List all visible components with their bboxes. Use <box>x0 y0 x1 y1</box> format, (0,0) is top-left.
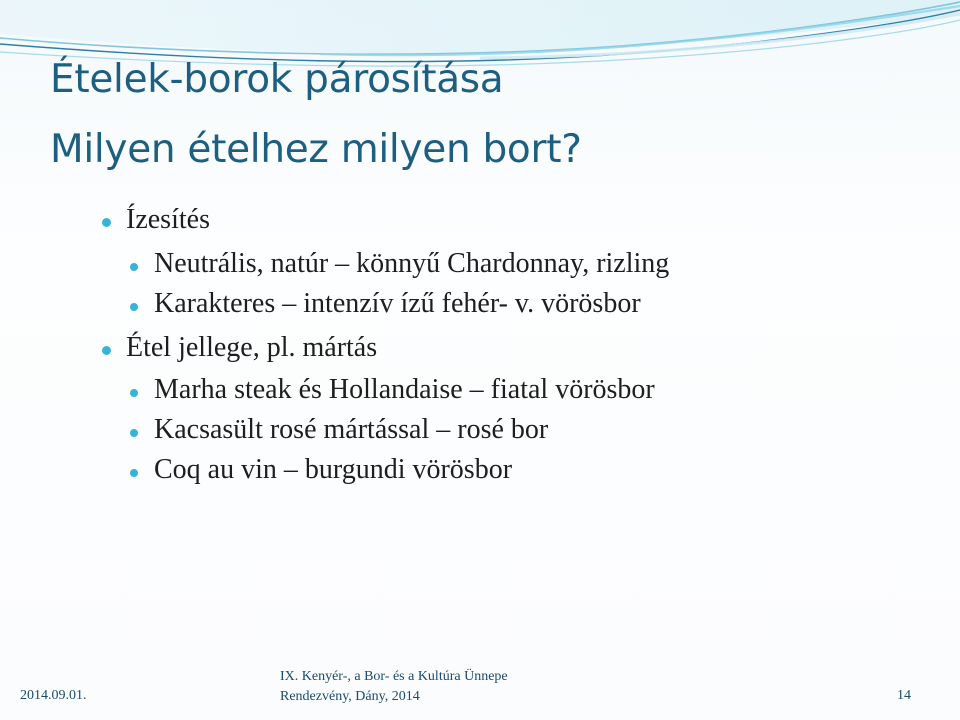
bullet-item-karakteres <box>154 288 641 320</box>
bullet-dot-icon <box>102 218 111 227</box>
bullet-text: Ízesítés <box>126 204 210 235</box>
bullet-dot-icon <box>130 303 138 311</box>
bullet-text: Kacsasült rosé mártással – rosé bor <box>154 414 549 445</box>
footer-event-line1: IX. Kenyér-, a Bor- és a Kultúra Ünnepe <box>280 669 508 684</box>
slide-title-line1: Ételek-borok párosítása <box>50 57 504 102</box>
bullet-item-etel-jellege <box>126 332 377 364</box>
bullet-dot-icon <box>130 429 138 437</box>
bullet-item-coq-au-vin <box>154 454 512 486</box>
slide-title <box>50 58 582 172</box>
bullet-dot-icon <box>130 263 138 271</box>
bullet-text: Coq au vin – burgundi vörösbor <box>154 454 513 485</box>
bullet-dot-icon <box>130 389 138 397</box>
bullet-item-kacsasult <box>154 414 548 446</box>
bullet-text: Étel jellege, pl. mártás <box>126 332 378 363</box>
footer-event <box>280 667 508 707</box>
footer-date: 2014.09.01. <box>20 688 87 703</box>
slide-title-line2: Milyen ételhez milyen bort? <box>50 127 582 172</box>
bullet-item-neutralis <box>154 248 669 280</box>
bullet-text: Neutrális, natúr – könnyű Chardonnay, rizling <box>154 248 670 279</box>
footer-event-line2: Rendezvény, Dány, 2014 <box>280 689 420 704</box>
bullet-item-izesites <box>126 204 210 236</box>
bullet-dot-icon <box>130 469 138 477</box>
bullet-dot-icon <box>102 346 111 355</box>
bullet-text: Karakteres – intenzív ízű fehér- v. vörösbor <box>154 288 641 319</box>
bullet-text: Marha steak és Hollandaise – fiatal vörösbor <box>154 374 655 405</box>
bullet-item-marha-steak <box>154 374 655 406</box>
page-number: 14 <box>897 688 911 703</box>
